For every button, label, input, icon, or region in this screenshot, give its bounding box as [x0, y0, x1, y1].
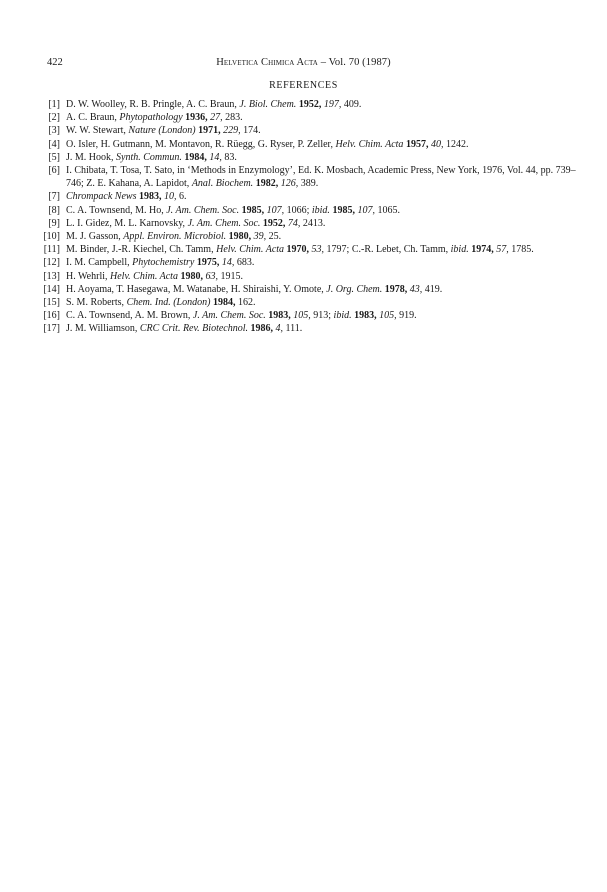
reference-segment: J. M. Hook, — [66, 151, 117, 163]
reference-number: [17] — [43, 323, 60, 335]
reference-segment: 1066; — [284, 204, 312, 216]
reference-italic-segment: 229, — [223, 125, 241, 137]
running-head — [0, 57, 607, 68]
reference-number: [4] — [48, 138, 60, 150]
reference-text — [66, 124, 578, 137]
reference-number: [1] — [48, 99, 60, 110]
reference-segment: J. M. Williamson, — [66, 323, 140, 335]
reference-item — [38, 243, 578, 256]
reference-number: [6] — [48, 165, 60, 177]
reference-italic-segment: 39, — [253, 231, 267, 243]
reference-italic-segment: J. Am. Chem. Soc. — [187, 217, 261, 229]
reference-segment: 111. — [283, 323, 303, 335]
reference-item — [38, 270, 578, 283]
reference-italic-segment: J. Am. Chem. Soc. — [166, 204, 240, 216]
reference-text — [66, 230, 578, 243]
reference-item — [38, 296, 578, 309]
reference-text — [66, 309, 578, 322]
reference-italic-segment: 107, — [266, 204, 285, 216]
reference-item — [38, 164, 578, 190]
reference-segment: 913; — [310, 310, 334, 322]
reference-segment: A. C. Braun, — [66, 112, 120, 124]
reference-segment: 419. — [422, 283, 443, 295]
reference-number: [13] — [43, 270, 60, 282]
reference-italic-segment: Appl. Environ. Microbiol. — [123, 231, 227, 243]
reference-italic-segment: 126, — [280, 178, 299, 190]
reference-bold-segment: 1936, — [185, 112, 208, 124]
reference-italic-segment: 74, — [287, 217, 301, 229]
reference-number: [7] — [48, 191, 60, 203]
reference-bold-segment: 1984, — [212, 297, 236, 309]
reference-number: [3] — [48, 125, 60, 137]
reference-number: [11] — [43, 244, 60, 256]
reference-segment: H. Wehrli, — [66, 270, 111, 282]
reference-bold-segment: 1952, — [262, 217, 286, 229]
reference-bold-segment: 1982, — [255, 178, 279, 190]
reference-item — [38, 322, 578, 335]
reference-italic-segment: Phytopathology — [119, 112, 183, 124]
reference-text — [66, 164, 578, 190]
reference-italic-segment: CRC Crit. Rev. Biotechnol. — [139, 323, 249, 335]
reference-italic-segment: 43, — [409, 283, 423, 295]
reference-text — [66, 151, 578, 164]
reference-item — [38, 124, 578, 137]
reference-bold-segment: 1978, — [384, 283, 408, 295]
reference-bold-segment: 1971, — [198, 125, 221, 137]
reference-item — [38, 217, 578, 230]
reference-item — [38, 138, 578, 151]
reference-segment: M. J. Gasson, — [66, 231, 124, 243]
reference-italic-segment: 27, — [210, 112, 223, 124]
reference-list — [38, 98, 578, 336]
reference-segment: 1242. — [443, 138, 469, 150]
reference-item — [38, 283, 578, 296]
reference-text — [66, 296, 578, 309]
reference-segment: C. A. Townsend, M. Ho, — [66, 204, 167, 216]
reference-italic-segment: 57, — [496, 244, 509, 256]
reference-item — [38, 98, 578, 111]
reference-italic-segment: ibid. — [450, 244, 469, 256]
reference-segment: 83. — [221, 151, 237, 163]
reference-segment: 1065. — [374, 204, 400, 216]
reference-italic-segment: Helv. Chim. Acta — [335, 138, 404, 150]
reference-bold-segment: 1983, — [138, 191, 162, 203]
reference-italic-segment: 4, — [275, 323, 284, 335]
reference-text — [66, 256, 578, 269]
reference-italic-segment: 197, — [323, 99, 342, 110]
reference-segment: 174. — [240, 125, 261, 137]
reference-italic-segment: 40, — [430, 138, 444, 150]
reference-item — [38, 309, 578, 322]
reference-italic-segment: 105, — [379, 310, 397, 322]
reference-bold-segment: 1985, — [241, 204, 265, 216]
reference-italic-segment: 14, — [221, 257, 235, 269]
reference-segment: M. Binder, J.-R. Kiechel, Ch. Tamm, — [66, 244, 217, 256]
reference-segment: C. A. Townsend, A. M. Brown, — [66, 310, 193, 322]
reference-segment: H. Aoyama, T. Hasegawa, M. Watanabe, H. Shiraishi, Y. Omote, — [66, 283, 327, 295]
reference-item — [38, 151, 578, 164]
reference-number: [14] — [43, 283, 60, 295]
reference-number: [10] — [43, 231, 60, 243]
reference-segment: O. Isler, H. Gutmann, M. Montavon, R. Rüegg, G. Ryser, P. Zeller, — [66, 138, 336, 150]
journal-name: Helvetica Chimica Acta — [216, 57, 318, 68]
reference-item — [38, 256, 578, 269]
reference-text — [66, 283, 578, 296]
reference-text — [66, 217, 578, 230]
reference-italic-segment: J. Org. Chem. — [326, 283, 383, 295]
reference-italic-segment: Anal. Biochem. — [191, 178, 254, 190]
reference-text — [66, 270, 578, 283]
reference-segment: D. W. Woolley, R. B. Pringle, A. C. Braun, — [66, 99, 240, 110]
reference-bold-segment: 1983, — [354, 310, 377, 322]
reference-italic-segment: ibid. — [311, 204, 330, 216]
reference-text — [66, 204, 578, 217]
reference-italic-segment: 10, — [163, 191, 177, 203]
reference-item — [38, 111, 578, 124]
reference-bold-segment: 1970, — [286, 244, 310, 256]
reference-item — [38, 230, 578, 243]
reference-number: [9] — [48, 217, 60, 229]
reference-segment: 1785. — [508, 244, 534, 256]
reference-segment: I. Chibata, T. Tosa, T. Sato, in ‘Methods in Enzymology’, Ed. K. Mosbach, Academic Press, New York, 1976, Vol. 44, pp. 739–746; Z. E. Kahana, A. Lapidot, — [66, 165, 576, 190]
reference-bold-segment: 1986, — [250, 323, 274, 335]
reference-italic-segment: 53, — [311, 244, 325, 256]
reference-segment: 683. — [234, 257, 255, 269]
reference-bold-segment: 1952, — [298, 99, 322, 110]
reference-segment: I. M. Campbell, — [66, 257, 133, 269]
reference-bold-segment: 1974, — [471, 244, 494, 256]
reference-italic-segment: ibid. — [333, 310, 352, 322]
reference-text — [66, 111, 578, 124]
references-heading: REFERENCES — [269, 80, 338, 91]
reference-segment: 409. — [341, 99, 362, 110]
reference-segment: W. W. Stewart, — [66, 125, 129, 137]
reference-italic-segment: 105, — [293, 310, 311, 322]
reference-item — [38, 190, 578, 203]
reference-text — [66, 190, 578, 203]
reference-italic-segment: Chrompack News — [66, 191, 137, 203]
reference-italic-segment: Helv. Chim. Acta — [110, 270, 178, 282]
reference-bold-segment: 1980, — [228, 231, 252, 243]
reference-text — [66, 322, 578, 335]
reference-number: [16] — [43, 310, 60, 322]
reference-italic-segment: Phytochemistry — [132, 257, 195, 269]
reference-number: [2] — [48, 112, 60, 124]
reference-item — [38, 204, 578, 217]
reference-italic-segment: 14, — [209, 151, 222, 163]
reference-number: [15] — [43, 297, 60, 309]
reference-bold-segment: 1984, — [184, 151, 207, 163]
reference-segment: 6. — [176, 191, 187, 203]
reference-segment: 2413. — [300, 217, 326, 229]
reference-italic-segment: J. Biol. Chem. — [239, 99, 297, 110]
reference-italic-segment: Synth. Commun. — [116, 151, 182, 163]
reference-italic-segment: J. Am. Chem. Soc. — [192, 310, 266, 322]
reference-segment: 1915. — [217, 270, 243, 282]
page-number: 422 — [47, 57, 63, 68]
reference-bold-segment: 1957, — [405, 138, 429, 150]
reference-bold-segment: 1985, — [332, 204, 355, 216]
reference-italic-segment: 63, — [205, 270, 218, 282]
reference-segment: 162. — [235, 297, 256, 309]
reference-text — [66, 98, 578, 111]
reference-text — [66, 138, 578, 151]
reference-italic-segment: Helv. Chim. Acta — [216, 244, 285, 256]
reference-segment: 25. — [266, 231, 282, 243]
reference-segment: 389. — [298, 178, 319, 190]
reference-segment: 1797; C.-R. Lebet, Ch. Tamm, — [324, 244, 451, 256]
reference-text — [66, 243, 578, 256]
reference-italic-segment: 107, — [357, 204, 375, 216]
reference-number: [8] — [48, 204, 60, 216]
reference-bold-segment: 1975, — [196, 257, 220, 269]
reference-segment: L. I. Gidez, M. L. Karnovsky, — [66, 217, 188, 229]
reference-number: [5] — [48, 151, 60, 163]
journal-volume: – Vol. 70 (1987) — [317, 57, 391, 68]
reference-segment: S. M. Roberts, — [66, 297, 127, 309]
reference-bold-segment: 1980, — [180, 270, 203, 282]
reference-segment: 919. — [396, 310, 417, 322]
reference-number: [12] — [43, 257, 60, 269]
reference-segment: 283. — [222, 112, 243, 124]
reference-italic-segment: Nature (London) — [128, 125, 196, 137]
reference-italic-segment: Chem. Ind. (London) — [126, 297, 211, 309]
reference-bold-segment: 1983, — [268, 310, 291, 322]
